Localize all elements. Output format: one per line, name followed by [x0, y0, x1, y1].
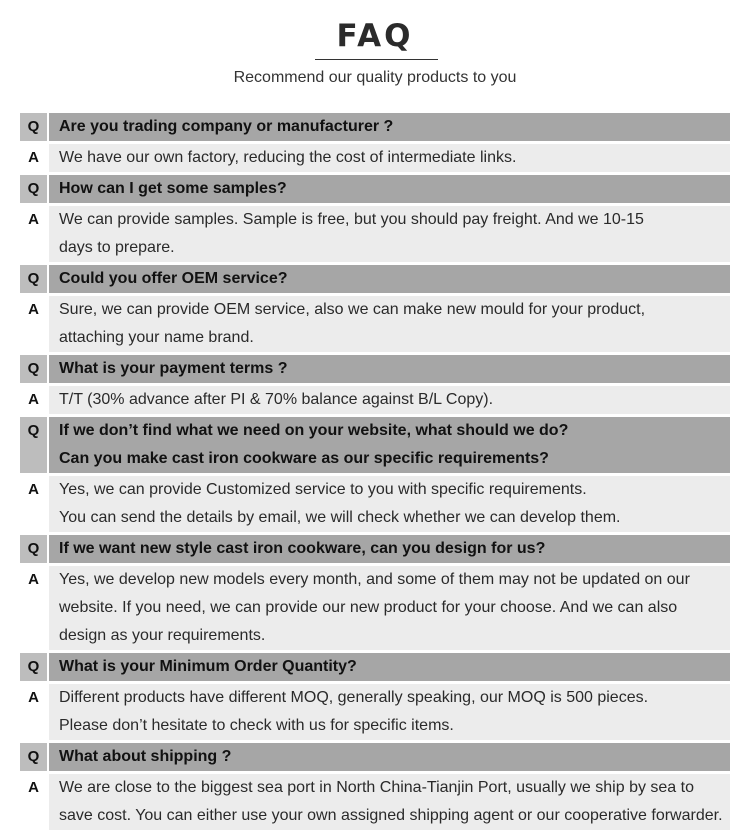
answer-line: We can provide samples. Sample is free, but you should pay freight. And we 10-15 [59, 211, 644, 228]
answer-label: A [20, 296, 47, 352]
faq-question-text [49, 265, 730, 293]
answer-line: Different products have different MOQ, generally speaking, our MOQ is 500 pieces. [59, 689, 649, 706]
question-label: Q [20, 355, 47, 383]
answer-line: save cost. You can either use your own assigned shipping agent or our cooperative forwarder. [59, 807, 723, 824]
question-line: What is your Minimum Order Quantity? [59, 658, 357, 675]
faq-answer-row [20, 144, 730, 172]
answer-line: Yes, we develop new models every month, and some of them may not be updated on our [59, 571, 690, 588]
question-line: Are you trading company or manufacturer ? [59, 118, 394, 135]
faq-answer-row [20, 386, 730, 414]
question-label: Q [20, 113, 47, 141]
faq-question-text [49, 653, 730, 681]
faq-question-row [20, 113, 730, 141]
faq-answer-text [49, 774, 730, 830]
faq-answer-row [20, 476, 730, 532]
answer-line: You can send the details by email, we will check whether we can develop them. [59, 509, 621, 526]
faq-answer-row [20, 774, 730, 830]
faq-question-row [20, 653, 730, 681]
faq-answer-text [49, 296, 730, 352]
faq-question-row [20, 417, 730, 473]
question-line: If we want new style cast iron cookware, can you design for us? [59, 540, 546, 557]
question-line: How can I get some samples? [59, 180, 287, 197]
faq-question-text [49, 417, 730, 473]
question-label: Q [20, 265, 47, 293]
answer-line: Please don’t hesitate to check with us for specific items. [59, 717, 454, 734]
faq-answer-row [20, 566, 730, 650]
faq-answer-text [49, 144, 730, 172]
question-label: Q [20, 743, 47, 771]
answer-label: A [20, 206, 47, 262]
faq-question-row [20, 743, 730, 771]
question-label: Q [20, 175, 47, 203]
answer-line: We have our own factory, reducing the cost of intermediate links. [59, 149, 517, 166]
answer-line: Yes, we can provide Customized service to you with specific requirements. [59, 481, 587, 498]
faq-list [20, 113, 730, 833]
answer-line: attaching your name brand. [59, 329, 254, 346]
page-subtitle: Recommend our quality products to you [233, 69, 517, 86]
answer-label: A [20, 476, 47, 532]
question-line: If we don’t find what we need on your website, what should we do? [59, 422, 569, 439]
faq-question-text [49, 113, 730, 141]
question-line: Could you offer OEM service? [59, 270, 288, 287]
answer-label: A [20, 566, 47, 650]
faq-question-text [49, 535, 730, 563]
faq-answer-text [49, 684, 730, 740]
faq-question-row [20, 265, 730, 293]
faq-answer-row [20, 206, 730, 262]
faq-question-text [49, 743, 730, 771]
answer-line: design as your requirements. [59, 627, 266, 644]
faq-question-row [20, 535, 730, 563]
answer-label: A [20, 386, 47, 414]
faq-question-row [20, 355, 730, 383]
faq-question-text [49, 175, 730, 203]
question-label: Q [20, 417, 47, 473]
faq-answer-text [49, 476, 730, 532]
faq-answer-text [49, 206, 730, 262]
faq-answer-row [20, 296, 730, 352]
question-label: Q [20, 535, 47, 563]
faq-answer-text [49, 386, 730, 414]
faq-question-text [49, 355, 730, 383]
answer-line: T/T (30% advance after PI & 70% balance against B/L Copy). [59, 391, 494, 408]
question-line: What about shipping ? [59, 748, 232, 765]
question-label: Q [20, 653, 47, 681]
question-line: Can you make cast iron cookware as our specific requirements? [59, 450, 549, 467]
answer-line: days to prepare. [59, 239, 175, 256]
answer-label: A [20, 684, 47, 740]
answer-label: A [20, 774, 47, 830]
title-underline [315, 59, 438, 60]
faq-answer-text [49, 566, 730, 650]
answer-line: website. If you need, we can provide our new product for your choose. And we can also [59, 599, 678, 616]
page-title: FAQ [336, 18, 414, 54]
faq-answer-row [20, 684, 730, 740]
question-line: What is your payment terms ? [59, 360, 288, 377]
answer-label: A [20, 144, 47, 172]
answer-line: Sure, we can provide OEM service, also we can make new mould for your product, [59, 301, 646, 318]
faq-question-row [20, 175, 730, 203]
answer-line: We are close to the biggest sea port in North China-Tianjin Port, usually we ship by sea to [59, 779, 694, 796]
